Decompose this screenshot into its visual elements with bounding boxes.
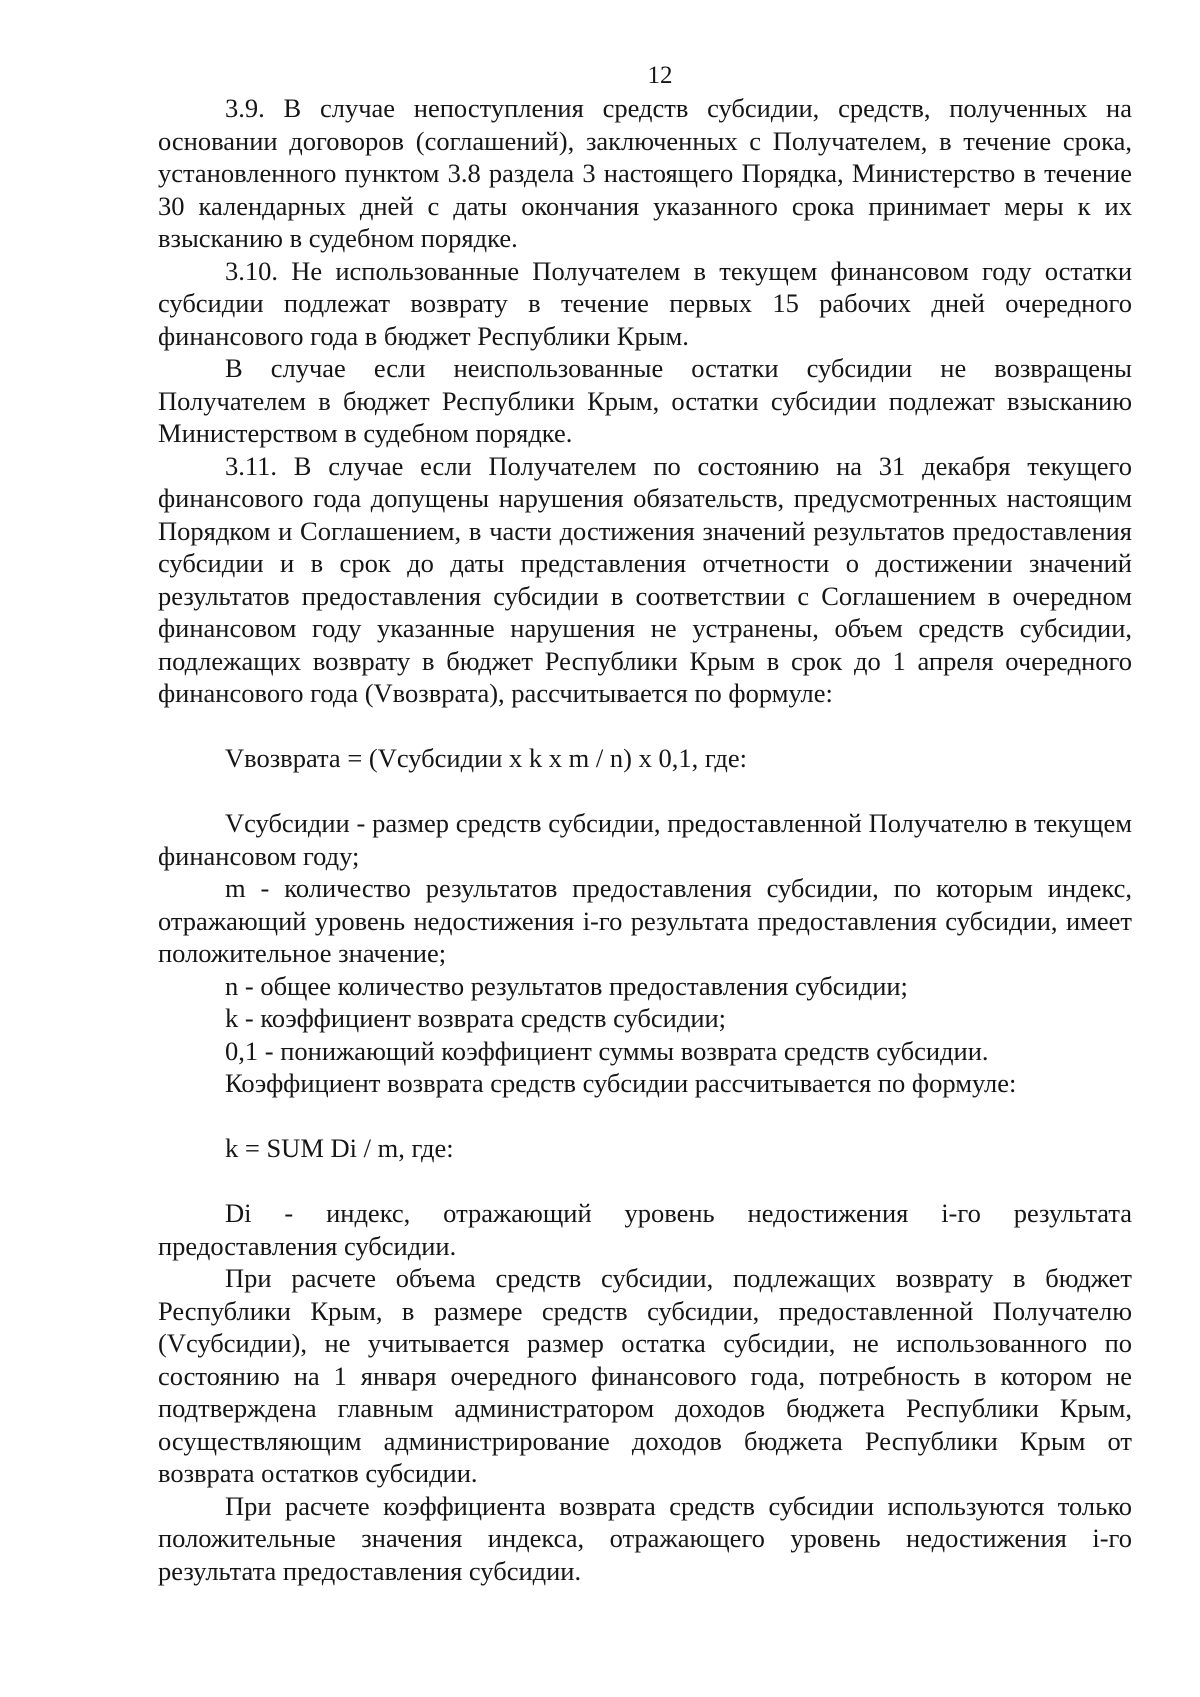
paragraph-3-10: 3.10. Не использованные Получателем в текущем финансовом году остатки субсидии подлежат возврату в течение первых 15 рабочих дней очередного финансового года в бюджет Республики Крым. (158, 255, 1132, 351)
paragraph-3-9: 3.9. В случае непоступления средств субсидии, средств, полученных на основании договоров (соглашений), заключенных с Получателем, в течение срока, установленного пунктом 3.8 раздела 3 настоящего Порядка, Министерство в течение 30 календарных дней с даты окончания указанного срока принимает меры к их взысканию в судебном порядке. (158, 93, 1132, 253)
coefficient-intro: Коэффициент возврата средств субсидии рассчитывается по формуле: (225, 1068, 1017, 1098)
definition-di: Di - индекс, отражающий уровень недостижения i-го результата предоставления субсидии. (158, 1198, 1132, 1261)
spacer (158, 1100, 1132, 1133)
paragraph-calculation-volume: При расчете объема средств субсидии, подлежащих возврату в бюджет Республики Крым, в размере средств субсидии, предоставленной Получателю (Vсубсидии), не учитывается размер остатка субсидии, не использованного по состоянию на 1 января очередного финансового года, потребность в котором не подтверждена главным администратором доходов бюджета Республики Крым, осуществляющим администрирование доходов бюджета Республики Крым от возврата остатков субсидии. (158, 1263, 1132, 1488)
paragraph-3-10-continued: В случае если неиспользованные остатки субсидии не возвращены Получателем в бюджет Республики Крым, остатки субсидии подлежат взысканию Министерством в судебном порядке. (158, 353, 1132, 448)
page-number: 12 (647, 62, 673, 89)
spacer (158, 1165, 1132, 1198)
definition-reduction-coefficient: 0,1 - понижающий коэффициент суммы возврата средств субсидии. (225, 1035, 989, 1066)
definition-n: n - общее количество результатов предоставления субсидии; (225, 970, 908, 1001)
spacer (158, 710, 1132, 743)
paragraph-3-11: 3.11. В случае если Получателем по состоянию на 31 декабря текущего финансового года допущены нарушения обязательств, предусмотренных настоящим Порядком и Соглашением, в части достижения значений результатов предоставления субсидии и в срок до даты представления отчетности о достижении значений результатов предоставления субсидии в соответствии с Соглашением в очередном финансовом году указанные нарушения не устранены, объем средств субсидии, подлежащих возврату в бюджет Республики Крым в срок до 1 апреля очередного финансового года (Vвозврата), рассчитывается по формуле: (158, 450, 1132, 708)
definition-k: k - коэффициент возврата средств субсидии; (225, 1003, 727, 1033)
definition-vsubsidy: Vсубсидии - размер средств субсидии, предоставленной Получателю в текущем финансовом году; (158, 808, 1132, 871)
definition-m: m - количество результатов предоставления субсидии, по которым индекс, отражающий уровень недостижения i-го результата предоставления субсидии, имеет положительное значение; (158, 873, 1132, 968)
refund-formula: Vвозврата = (Vсубсидии x k x m / n) x 0,1, где: (225, 743, 748, 773)
coefficient-formula: k = SUM Di / m, где: (225, 1133, 454, 1163)
spacer (158, 775, 1132, 808)
paragraph-calculation-coefficient: При расчете коэффициента возврата средств субсидии используются только положительные значения индекса, отражающего уровень недостижения i-го результата предоставления субсидии. (158, 1490, 1132, 1586)
